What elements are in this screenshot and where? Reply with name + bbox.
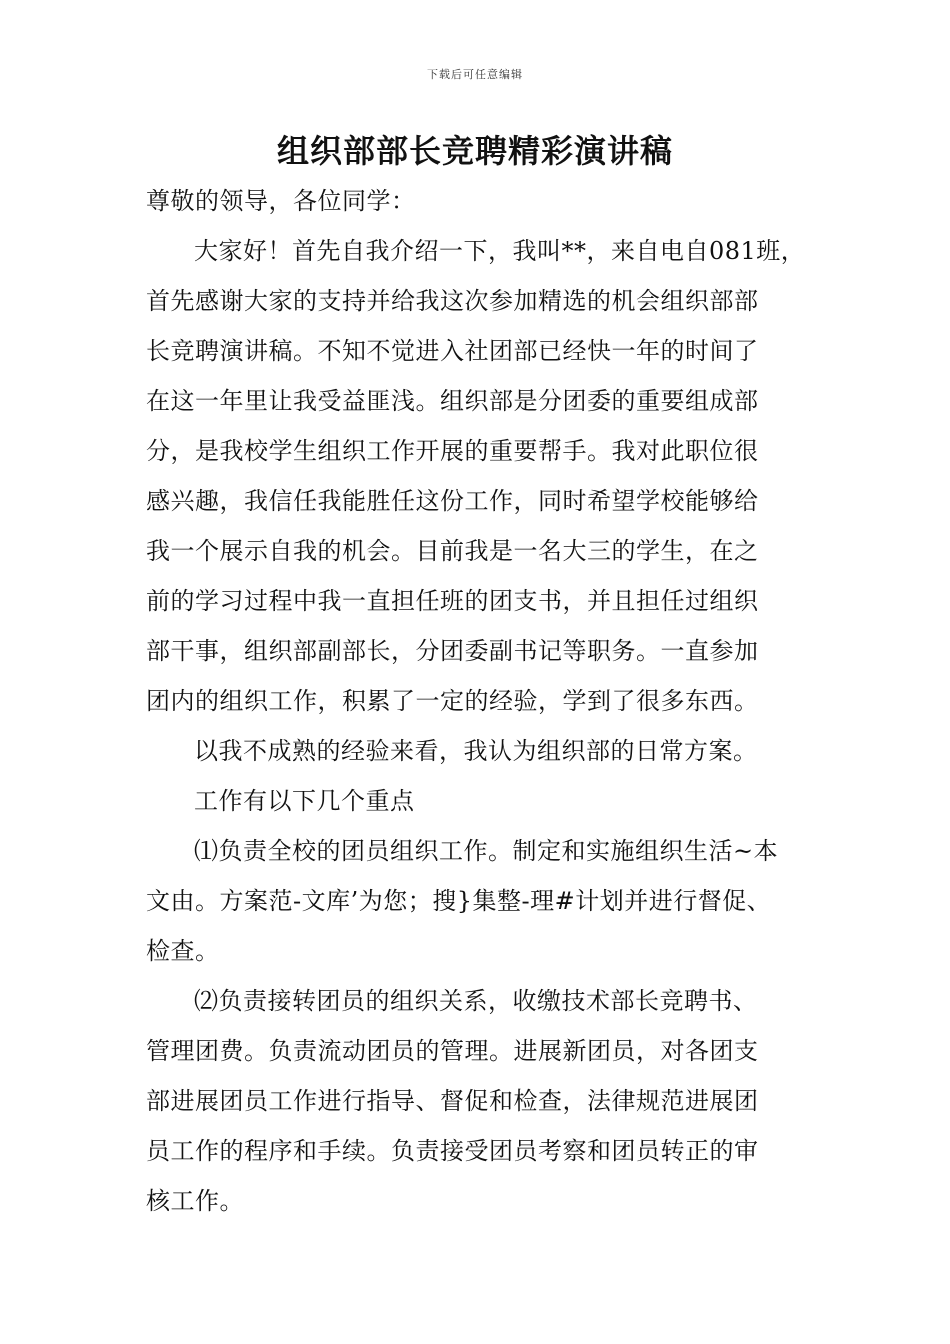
text-line: 感兴趣，我信任我能胜任这份工作，同时希望学校能够给 (146, 487, 759, 515)
text-line: ⑴负责全校的团员组织工作。制定和实施组织生活~本 (194, 837, 779, 865)
document-title: 组织部部长竞聘精彩演讲稿 (276, 132, 673, 170)
header-note: 下载后可任意编辑 (427, 68, 523, 81)
text-line: 以我不成熟的经验来看，我认为组织部的日常方案。 (194, 737, 758, 765)
text-line: 长竞聘演讲稿。不知不觉进入社团部已经快一年的时间了 (146, 337, 759, 365)
text-line: 在这一年里让我受益匪浅。组织部是分团委的重要组成部 (146, 387, 759, 415)
greeting: 尊敬的领导，各位同学： (146, 187, 416, 215)
text-line: 大家好！首先自我介绍一下，我叫**，来自电自081班， (194, 237, 806, 265)
paragraph-key-points (146, 776, 826, 826)
paragraph-item-1 (146, 826, 826, 976)
document-body (146, 176, 826, 1226)
text-line: 检查。 (146, 937, 220, 965)
text-line: 文由。方案范-文库’为您；搜}集整-理#计划并进行督促、 (146, 887, 772, 915)
text-line: 管理团费。负责流动团员的管理。进展新团员，对各团支 (146, 1037, 759, 1065)
text-line: 核工作。 (146, 1187, 244, 1215)
text-line: 前的学习过程中我一直担任班的团支书，并且担任过组织 (146, 587, 759, 615)
text-line: 部干事，组织部副部长，分团委副书记等职务。一直参加 (146, 637, 759, 665)
text-line: ⑵负责接转团员的组织关系，收缴技术部长竞聘书、 (194, 987, 758, 1015)
text-line: 部进展团员工作进行指导、督促和检查，法律规范进展团 (146, 1087, 759, 1115)
text-line: 工作有以下几个重点 (194, 787, 415, 815)
text-line: 团内的组织工作，积累了一定的经验，学到了很多东西。 (146, 687, 759, 715)
text-line: 我一个展示自我的机会。目前我是一名大三的学生，在之 (146, 537, 759, 565)
paragraph-view (146, 726, 826, 776)
text-line: 员工作的程序和手续。负责接受团员考察和团员转正的审 (146, 1137, 759, 1165)
text-line: 分，是我校学生组织工作开展的重要帮手。我对此职位很 (146, 437, 759, 465)
paragraph-item-2 (146, 976, 826, 1226)
text-line: 首先感谢大家的支持并给我这次参加精选的机会组织部部 (146, 287, 759, 315)
paragraph-intro (146, 226, 826, 726)
